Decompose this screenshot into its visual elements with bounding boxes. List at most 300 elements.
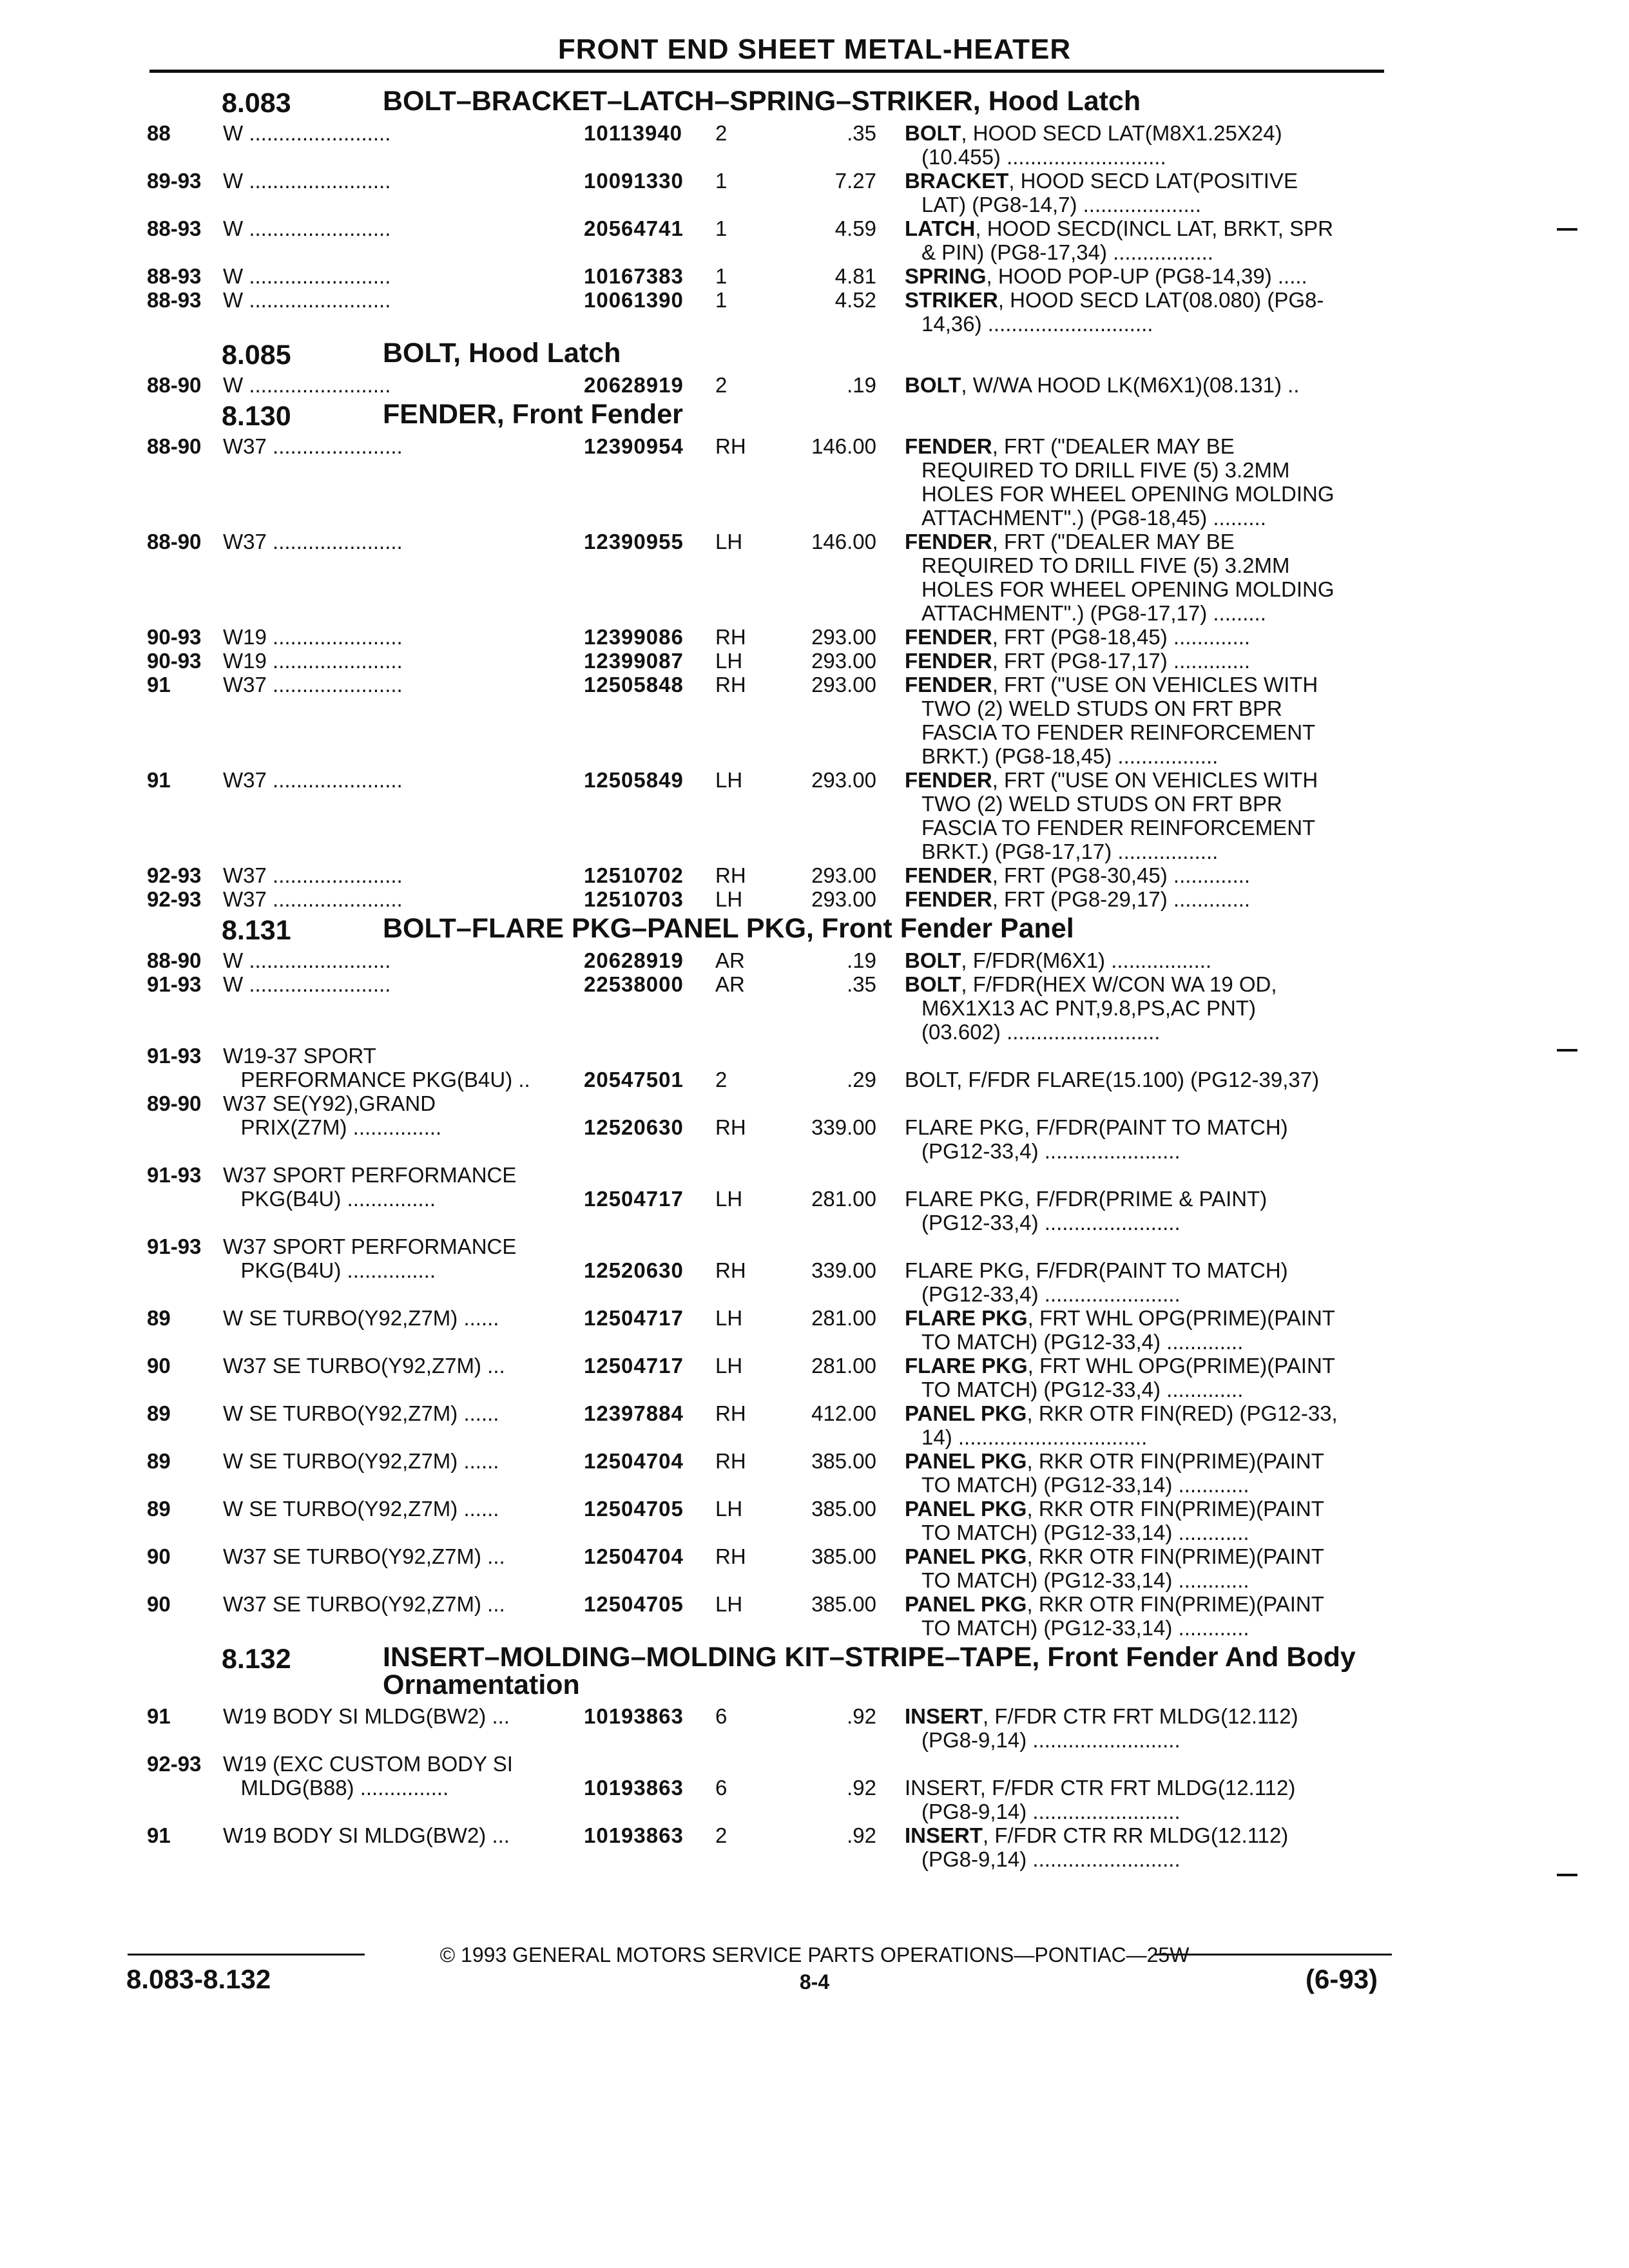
price: 7.27 bbox=[834, 169, 876, 193]
part-description bbox=[905, 216, 1382, 264]
description-line: (03.602) .......................... bbox=[921, 1020, 1161, 1044]
part-description bbox=[905, 1163, 1382, 1235]
description-keyword: INSERT bbox=[905, 1704, 983, 1728]
part-description bbox=[905, 673, 1382, 768]
section-number: 8.083 bbox=[222, 88, 291, 119]
table-row bbox=[0, 288, 1629, 336]
description-text: FLARE PKG, F/FDR(PAINT TO MATCH) bbox=[905, 1115, 1288, 1139]
description-keyword: FENDER bbox=[905, 625, 992, 649]
table-row bbox=[0, 1449, 1629, 1497]
part-number: 12504705 bbox=[584, 1497, 684, 1521]
description-line bbox=[905, 1068, 1382, 1091]
description-line bbox=[905, 1354, 1382, 1378]
quantity: AR bbox=[715, 972, 745, 996]
description-line bbox=[905, 972, 1382, 996]
description-text: , FRT (PG8-29,17) ............. bbox=[992, 887, 1251, 911]
section-heading bbox=[0, 1640, 1629, 1704]
model-code bbox=[223, 264, 571, 288]
price: 146.00 bbox=[811, 530, 876, 553]
description-line bbox=[905, 1497, 1382, 1521]
quantity: 2 bbox=[715, 1823, 728, 1847]
description-keyword: SPRING bbox=[905, 264, 987, 288]
section-number: 8.130 bbox=[222, 401, 291, 432]
section-title: FENDER, Front Fender bbox=[383, 399, 683, 430]
description-keyword: FENDER bbox=[905, 434, 992, 458]
model-code bbox=[223, 1497, 571, 1521]
model-year: 91-93 bbox=[147, 1163, 202, 1187]
description-keyword: FENDER bbox=[905, 768, 992, 792]
price: 4.59 bbox=[834, 216, 876, 240]
description-line: BRKT.) (PG8-17,17) ................. bbox=[921, 840, 1219, 863]
section-title: BOLT–FLARE PKG–PANEL PKG, Front Fender Panel bbox=[383, 913, 1074, 944]
table-row bbox=[0, 1592, 1629, 1640]
model-line: W37 SE TURBO(Y92,Z7M) ... bbox=[223, 1544, 505, 1568]
description-keyword: LATCH bbox=[905, 216, 976, 240]
model-code bbox=[223, 121, 571, 145]
quantity: RH bbox=[715, 673, 746, 697]
model-line: W19 (EXC CUSTOM BODY SI bbox=[223, 1752, 513, 1776]
quantity: LH bbox=[715, 1354, 743, 1378]
description-text: , RKR OTR FIN(PRIME)(PAINT bbox=[1027, 1592, 1324, 1616]
model-line: W19 BODY SI MLDG(BW2) ... bbox=[223, 1704, 510, 1728]
description-text: , FRT ("DEALER MAY BE bbox=[992, 530, 1235, 553]
price: .92 bbox=[847, 1776, 876, 1800]
part-number: 20547501 bbox=[584, 1068, 684, 1091]
description-keyword: PANEL PKG bbox=[905, 1497, 1027, 1521]
model-line: W SE TURBO(Y92,Z7M) ...... bbox=[223, 1497, 499, 1521]
model-code bbox=[223, 863, 571, 887]
table-row bbox=[0, 1497, 1629, 1544]
price: 385.00 bbox=[811, 1592, 876, 1616]
part-description bbox=[905, 768, 1382, 863]
description-text: , RKR OTR FIN(PRIME)(PAINT bbox=[1027, 1544, 1324, 1568]
quantity: LH bbox=[715, 768, 743, 792]
description-text: , F/FDR CTR FRT MLDG(12.112) bbox=[983, 1704, 1298, 1728]
description-line: ATTACHMENT".) (PG8-18,45) ......... bbox=[921, 506, 1266, 530]
part-description bbox=[905, 530, 1382, 625]
description-text: , F/FDR(M6X1) ................. bbox=[961, 948, 1212, 972]
model-code bbox=[223, 1544, 571, 1568]
description-line bbox=[905, 1091, 1382, 1115]
quantity: 6 bbox=[715, 1704, 728, 1728]
model-code bbox=[223, 530, 571, 553]
description-keyword: BOLT bbox=[905, 948, 961, 972]
description-line bbox=[905, 649, 1382, 673]
description-line bbox=[905, 887, 1382, 911]
model-code bbox=[223, 673, 571, 697]
part-description bbox=[905, 1823, 1382, 1871]
description-keyword: INSERT bbox=[905, 1823, 983, 1847]
description-keyword: BOLT bbox=[905, 373, 961, 397]
model-line: W ........................ bbox=[223, 373, 391, 397]
description-line bbox=[905, 625, 1382, 649]
part-description bbox=[905, 288, 1382, 336]
model-code bbox=[223, 434, 571, 458]
table-row bbox=[0, 121, 1629, 169]
margin-mark bbox=[1557, 228, 1577, 231]
model-line: W37 SE(Y92),GRAND bbox=[223, 1091, 436, 1115]
description-line: (PG8-9,14) ......................... bbox=[921, 1800, 1181, 1823]
table-row bbox=[0, 887, 1629, 911]
description-line: (10.455) ........................... bbox=[921, 145, 1166, 169]
part-number: 12510703 bbox=[584, 887, 684, 911]
part-number: 20564741 bbox=[584, 216, 684, 240]
description-line bbox=[905, 1306, 1382, 1330]
description-text: , HOOD SECD LAT(08.080) (PG8- bbox=[998, 288, 1324, 312]
part-number: 12504704 bbox=[584, 1544, 684, 1568]
description-line bbox=[905, 264, 1382, 288]
model-year: 89 bbox=[147, 1306, 171, 1330]
model-line: W ........................ bbox=[223, 169, 391, 193]
description-line: HOLES FOR WHEEL OPENING MOLDING bbox=[921, 482, 1335, 506]
description-line bbox=[905, 434, 1382, 458]
model-line: W SE TURBO(Y92,Z7M) ...... bbox=[223, 1306, 499, 1330]
model-line: W ........................ bbox=[223, 288, 391, 312]
part-description bbox=[905, 1592, 1382, 1640]
price: 281.00 bbox=[811, 1306, 876, 1330]
model-year: 88-90 bbox=[147, 434, 202, 458]
description-line: (PG12-33,4) ....................... bbox=[921, 1139, 1181, 1163]
description-line: HOLES FOR WHEEL OPENING MOLDING bbox=[921, 577, 1335, 601]
description-line bbox=[905, 373, 1382, 397]
model-code bbox=[223, 216, 571, 240]
price: 4.52 bbox=[834, 288, 876, 312]
model-line: W19 ...................... bbox=[223, 625, 403, 649]
part-number: 10167383 bbox=[584, 264, 684, 288]
price: 146.00 bbox=[811, 434, 876, 458]
description-text: , FRT WHL OPG(PRIME)(PAINT bbox=[1027, 1306, 1335, 1330]
description-text: , HOOD SECD LAT(POSITIVE bbox=[1008, 169, 1298, 193]
part-number: 10061390 bbox=[584, 288, 684, 312]
description-line bbox=[905, 1752, 1382, 1776]
part-description bbox=[905, 1544, 1382, 1592]
part-description bbox=[905, 1044, 1382, 1091]
description-keyword: FENDER bbox=[905, 649, 992, 673]
part-description bbox=[905, 1704, 1382, 1752]
model-year: 88-93 bbox=[147, 264, 202, 288]
description-keyword: BOLT bbox=[905, 972, 961, 996]
description-line: & PIN) (PG8-17,34) ................. bbox=[921, 240, 1213, 264]
quantity: 2 bbox=[715, 1068, 728, 1091]
model-year: 90 bbox=[147, 1592, 171, 1616]
price: 385.00 bbox=[811, 1449, 876, 1473]
part-number: 12510702 bbox=[584, 863, 684, 887]
description-line bbox=[905, 288, 1382, 312]
description-text: , F/FDR CTR RR MLDG(12.112) bbox=[983, 1823, 1289, 1847]
description-text: , W/WA HOOD LK(M6X1)(08.131) .. bbox=[961, 373, 1300, 397]
model-year: 88-90 bbox=[147, 530, 202, 553]
table-row bbox=[0, 1544, 1629, 1592]
part-number: 12504705 bbox=[584, 1592, 684, 1616]
part-description bbox=[905, 625, 1382, 649]
section-number: 8.085 bbox=[222, 340, 291, 370]
description-line bbox=[905, 169, 1382, 193]
description-line: (PG8-9,14) ......................... bbox=[921, 1847, 1181, 1871]
description-keyword: FENDER bbox=[905, 673, 992, 697]
model-year: 89 bbox=[147, 1497, 171, 1521]
section-heading bbox=[0, 397, 1629, 434]
model-line: W37 ...................... bbox=[223, 863, 403, 887]
description-text: , RKR OTR FIN(PRIME)(PAINT bbox=[1027, 1497, 1324, 1521]
part-number: 12504717 bbox=[584, 1354, 684, 1378]
quantity: RH bbox=[715, 625, 746, 649]
quantity: 1 bbox=[715, 169, 728, 193]
model-code bbox=[223, 288, 571, 312]
footer-copyright: © 1993 GENERAL MOTORS SERVICE PARTS OPERATIONS—PONTIAC—25W bbox=[439, 1943, 1190, 1966]
model-code bbox=[223, 887, 571, 911]
description-keyword: PANEL PKG bbox=[905, 1449, 1027, 1473]
description-keyword: PANEL PKG bbox=[905, 1401, 1027, 1425]
table-row bbox=[0, 1235, 1629, 1306]
section-number: 8.132 bbox=[222, 1644, 291, 1675]
model-code bbox=[223, 1235, 571, 1282]
model-code bbox=[223, 768, 571, 792]
model-code bbox=[223, 1306, 571, 1330]
table-row bbox=[0, 1704, 1629, 1752]
table-row bbox=[0, 1306, 1629, 1354]
model-line: PKG(B4U) ............... bbox=[223, 1187, 436, 1211]
table-row bbox=[0, 1401, 1629, 1449]
description-line: FASCIA TO FENDER REINFORCEMENT bbox=[921, 720, 1316, 744]
model-line: W37 ...................... bbox=[223, 530, 403, 553]
model-code bbox=[223, 169, 571, 193]
table-row bbox=[0, 649, 1629, 673]
description-line bbox=[905, 673, 1382, 697]
description-text: , FRT ("USE ON VEHICLES WITH bbox=[992, 673, 1318, 697]
description-line bbox=[905, 768, 1382, 792]
table-row bbox=[0, 216, 1629, 264]
model-code bbox=[223, 1752, 571, 1800]
section-heading bbox=[0, 336, 1629, 373]
model-code bbox=[223, 1044, 571, 1091]
description-line bbox=[905, 216, 1382, 240]
description-line: BRKT.) (PG8-18,45) ................. bbox=[921, 744, 1219, 768]
quantity: LH bbox=[715, 887, 743, 911]
model-code bbox=[223, 1091, 571, 1139]
description-keyword: BOLT bbox=[905, 121, 961, 145]
description-line bbox=[905, 1449, 1382, 1473]
description-line: TO MATCH) (PG12-33,4) ............. bbox=[921, 1378, 1244, 1401]
model-year: 91-93 bbox=[147, 1044, 202, 1068]
price: .92 bbox=[847, 1704, 876, 1728]
description-line: FASCIA TO FENDER REINFORCEMENT bbox=[921, 816, 1316, 840]
description-line bbox=[905, 1258, 1382, 1282]
model-code bbox=[223, 625, 571, 649]
model-year: 88-90 bbox=[147, 373, 202, 397]
part-number: 12397884 bbox=[584, 1401, 684, 1425]
quantity: LH bbox=[715, 1497, 743, 1521]
model-year: 92-93 bbox=[147, 1752, 202, 1776]
description-line: M6X1X13 AC PNT,9.8,PS,AC PNT) bbox=[921, 996, 1257, 1020]
price: .29 bbox=[847, 1068, 876, 1091]
section-title: INSERT–MOLDING–MOLDING KIT–STRIPE–TAPE, Front Fender And Body Ornamentation bbox=[383, 1642, 1356, 1700]
quantity: RH bbox=[715, 434, 746, 458]
description-line: TWO (2) WELD STUDS ON FRT BPR bbox=[921, 792, 1282, 816]
model-code bbox=[223, 1401, 571, 1425]
description-line bbox=[905, 863, 1382, 887]
price: 293.00 bbox=[811, 649, 876, 673]
part-number: 10193863 bbox=[584, 1704, 684, 1728]
table-row bbox=[0, 264, 1629, 288]
description-line bbox=[905, 1401, 1382, 1425]
description-line: ATTACHMENT".) (PG8-17,17) ......... bbox=[921, 601, 1266, 625]
quantity: LH bbox=[715, 1187, 743, 1211]
description-line bbox=[905, 948, 1382, 972]
model-line: W19-37 SPORT bbox=[223, 1044, 376, 1068]
description-text: , F/FDR(HEX W/CON WA 19 OD, bbox=[961, 972, 1277, 996]
description-line: (PG12-33,4) ....................... bbox=[921, 1282, 1181, 1306]
description-text: , FRT (PG8-18,45) ............. bbox=[992, 625, 1251, 649]
part-description bbox=[905, 863, 1382, 887]
part-description bbox=[905, 169, 1382, 216]
description-text: , FRT (PG8-17,17) ............. bbox=[992, 649, 1251, 673]
table-row bbox=[0, 1752, 1629, 1823]
model-year: 89-90 bbox=[147, 1091, 202, 1115]
model-year: 88-90 bbox=[147, 948, 202, 972]
description-text: INSERT, F/FDR CTR FRT MLDG(12.112) bbox=[905, 1776, 1296, 1800]
model-year: 90-93 bbox=[147, 649, 202, 673]
quantity: RH bbox=[715, 1258, 746, 1282]
part-description bbox=[905, 121, 1382, 169]
description-line: TWO (2) WELD STUDS ON FRT BPR bbox=[921, 697, 1282, 720]
description-line: (PG8-9,14) ......................... bbox=[921, 1728, 1181, 1752]
model-line: W37 ...................... bbox=[223, 434, 403, 458]
model-line: W19 ...................... bbox=[223, 649, 403, 673]
description-line: 14) ................................ bbox=[921, 1425, 1148, 1449]
part-description bbox=[905, 887, 1382, 911]
description-keyword: FENDER bbox=[905, 863, 992, 887]
description-text: , RKR OTR FIN(RED) (PG12-33, bbox=[1027, 1401, 1338, 1425]
description-text: , HOOD SECD LAT(M8X1.25X24) bbox=[961, 121, 1282, 145]
price: 339.00 bbox=[811, 1115, 876, 1139]
footer-section-range: 8.083-8.132 bbox=[126, 1964, 271, 1994]
quantity: AR bbox=[715, 948, 745, 972]
table-row bbox=[0, 948, 1629, 972]
margin-mark bbox=[1557, 1874, 1577, 1876]
model-year: 89-93 bbox=[147, 169, 202, 193]
description-text: FLARE PKG, F/FDR(PRIME & PAINT) bbox=[905, 1187, 1268, 1211]
description-line bbox=[905, 1044, 1382, 1068]
table-row bbox=[0, 530, 1629, 625]
part-description bbox=[905, 434, 1382, 530]
table-row bbox=[0, 1091, 1629, 1163]
model-line: W ........................ bbox=[223, 972, 391, 996]
model-code bbox=[223, 649, 571, 673]
model-line: W37 SPORT PERFORMANCE bbox=[223, 1163, 517, 1187]
table-row bbox=[0, 972, 1629, 1044]
part-description bbox=[905, 1306, 1382, 1354]
model-line: W ........................ bbox=[223, 948, 391, 972]
model-line: W ........................ bbox=[223, 216, 391, 240]
model-year: 92-93 bbox=[147, 863, 202, 887]
description-text: , HOOD SECD(INCL LAT, BRKT, SPR bbox=[975, 216, 1333, 240]
part-number: 10091330 bbox=[584, 169, 684, 193]
section-heading bbox=[0, 911, 1629, 948]
model-line: W ........................ bbox=[223, 264, 391, 288]
parts-catalog-listing bbox=[0, 84, 1629, 1871]
description-line: TO MATCH) (PG12-33,14) ............ bbox=[921, 1473, 1249, 1497]
part-description bbox=[905, 948, 1382, 972]
model-year: 91-93 bbox=[147, 972, 202, 996]
description-line: TO MATCH) (PG12-33,14) ............ bbox=[921, 1568, 1249, 1592]
description-line: TO MATCH) (PG12-33,14) ............ bbox=[921, 1521, 1249, 1544]
quantity: 2 bbox=[715, 121, 728, 145]
price: 293.00 bbox=[811, 625, 876, 649]
description-text: BOLT, F/FDR FLARE(15.100) (PG12-39,37) bbox=[905, 1068, 1320, 1091]
model-code bbox=[223, 1592, 571, 1616]
table-row bbox=[0, 673, 1629, 768]
part-number: 12504704 bbox=[584, 1449, 684, 1473]
table-row bbox=[0, 625, 1629, 649]
description-text: , RKR OTR FIN(PRIME)(PAINT bbox=[1027, 1449, 1324, 1473]
model-code bbox=[223, 373, 571, 397]
price: 339.00 bbox=[811, 1258, 876, 1282]
model-code bbox=[223, 1823, 571, 1847]
model-year: 91 bbox=[147, 1704, 171, 1728]
price: 385.00 bbox=[811, 1544, 876, 1568]
part-number: 12520630 bbox=[584, 1258, 684, 1282]
part-number: 10193863 bbox=[584, 1823, 684, 1847]
model-code bbox=[223, 948, 571, 972]
description-line bbox=[905, 1115, 1382, 1139]
part-number: 12520630 bbox=[584, 1115, 684, 1139]
description-keyword: PANEL PKG bbox=[905, 1592, 1027, 1616]
header-rule bbox=[149, 70, 1384, 73]
part-description bbox=[905, 972, 1382, 1044]
quantity: RH bbox=[715, 1449, 746, 1473]
price: .35 bbox=[847, 121, 876, 145]
model-code bbox=[223, 972, 571, 996]
quantity: LH bbox=[715, 1306, 743, 1330]
price: 4.81 bbox=[834, 264, 876, 288]
part-number: 12390954 bbox=[584, 434, 684, 458]
description-keyword: STRIKER bbox=[905, 288, 998, 312]
model-year: 91 bbox=[147, 768, 171, 792]
part-description bbox=[905, 373, 1382, 397]
description-line: REQUIRED TO DRILL FIVE (5) 3.2MM bbox=[921, 458, 1290, 482]
description-line bbox=[905, 1592, 1382, 1616]
description-keyword: PANEL PKG bbox=[905, 1544, 1027, 1568]
model-code bbox=[223, 1354, 571, 1378]
description-line bbox=[905, 530, 1382, 553]
part-description bbox=[905, 1401, 1382, 1449]
footer-page-number: 8-4 bbox=[799, 1970, 830, 1994]
description-text: , FRT ("DEALER MAY BE bbox=[992, 434, 1235, 458]
price: 293.00 bbox=[811, 863, 876, 887]
table-row bbox=[0, 1823, 1629, 1871]
model-line: W19 BODY SI MLDG(BW2) ... bbox=[223, 1823, 510, 1847]
model-year: 88-93 bbox=[147, 288, 202, 312]
description-line: LAT) (PG8-14,7) .................... bbox=[921, 193, 1201, 216]
model-year: 91 bbox=[147, 1823, 171, 1847]
model-line: W ........................ bbox=[223, 121, 391, 145]
quantity: 1 bbox=[715, 264, 728, 288]
part-number: 10113940 bbox=[584, 121, 683, 145]
part-description bbox=[905, 1449, 1382, 1497]
price: 412.00 bbox=[811, 1401, 876, 1425]
model-year: 89 bbox=[147, 1449, 171, 1473]
price: 385.00 bbox=[811, 1497, 876, 1521]
price: 281.00 bbox=[811, 1354, 876, 1378]
description-line: 14,36) ............................ bbox=[921, 312, 1153, 336]
model-line: W37 SE TURBO(Y92,Z7M) ... bbox=[223, 1592, 505, 1616]
part-number: 10193863 bbox=[584, 1776, 684, 1800]
price: .35 bbox=[847, 972, 876, 996]
margin-mark bbox=[1557, 1049, 1577, 1052]
description-text: , HOOD POP-UP (PG8-14,39) ..... bbox=[986, 264, 1307, 288]
quantity: 1 bbox=[715, 216, 728, 240]
page-title: FRONT END SHEET METAL-HEATER bbox=[557, 34, 1072, 65]
